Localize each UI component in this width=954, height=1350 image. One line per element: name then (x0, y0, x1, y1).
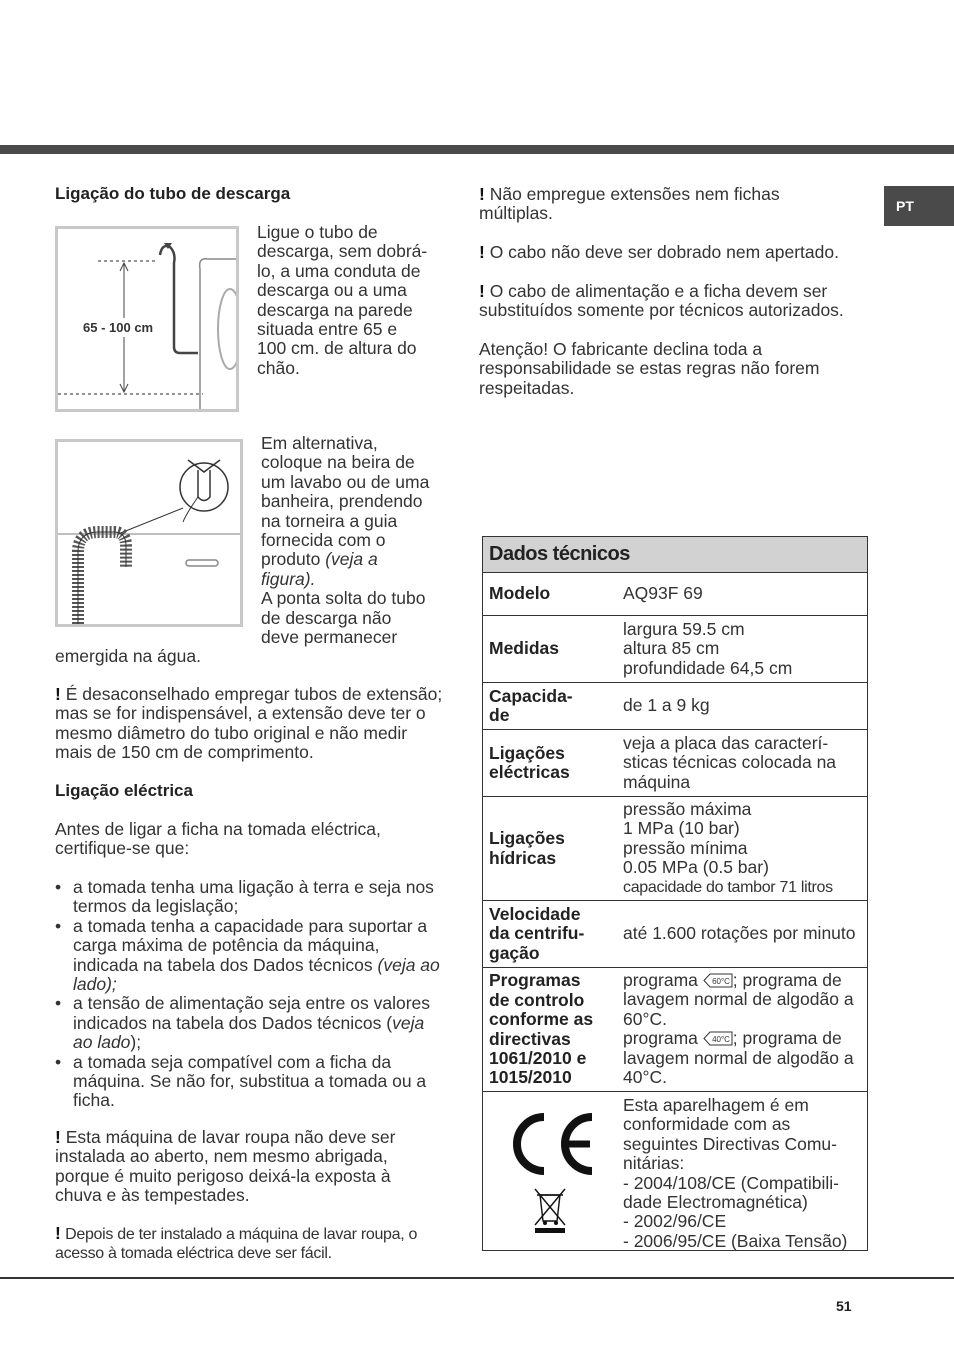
program-word: programa (623, 1028, 698, 1049)
value-line: Esta aparelhagem é em (623, 1095, 809, 1115)
cable-warning-3-text: O cabo de alimentação e a ficha devem ser substituídos somente por técnicos autorizados. (479, 281, 844, 321)
row-label (483, 683, 617, 729)
row-value (617, 968, 867, 1091)
drain-line: lo, a uma conduta de (257, 260, 421, 281)
cable-warning-2-text: O cabo não deve ser dobrado nem apertado. (489, 242, 839, 262)
electric-checklist (55, 878, 440, 1111)
program-60-text: ; programa de lavagem normal de algodão a 60°C. (623, 970, 854, 1029)
value-line: pressão máxima (623, 798, 752, 819)
see-side-note: (veja ao lado); (73, 954, 440, 995)
extension-warning: ! É desaconselhado empregar tubos de extensão; mas se for indispensável, a extensão deve ter o mesmo diâmetro do tubo original e não medir mais de 150 cm de comprimento. (55, 684, 443, 763)
cable-warning-3: ! O cabo de alimentação e a ficha devem ser substituídos somente por técnicos autorizados. (479, 281, 844, 321)
label-line: directivas (489, 1028, 571, 1049)
extension-warning-text: É desaconselhado empregar tubos de extensão; mas se for indispensável, a extensão deve ter o mesmo diâmetro do tubo original e não medir mais de 150 cm de comprimento. (55, 684, 443, 763)
value-line: capacidade do tambor 71 litros (623, 878, 833, 896)
row-value (617, 616, 867, 682)
row-value (617, 1092, 867, 1250)
table-row (483, 616, 867, 683)
value-line: - 2002/96/CE (623, 1211, 727, 1232)
label-line: hídricas (489, 847, 557, 868)
see-figure-note: (veja a (325, 549, 378, 570)
drain-basin-figure (55, 439, 243, 627)
row-label (483, 968, 617, 1091)
drain-instructions (257, 223, 447, 378)
socket-access-warning-text: Depois de ter instalado a máquina de lavar roupa, o acesso à tomada eléctrica deve ser fácil. (55, 1226, 418, 1263)
table-row (483, 797, 867, 901)
table-row (483, 1092, 867, 1250)
value-line: pressão mínima (623, 837, 748, 858)
program-60 (623, 971, 863, 1029)
row-label (483, 797, 617, 900)
value-line: conformidade com as (623, 1114, 791, 1135)
label-line: Velocidade (489, 903, 581, 924)
footer-rule (0, 1277, 954, 1279)
basin-line: banheira, prendendo (261, 491, 423, 512)
value-line: veja a placa das caracterí- (623, 732, 829, 753)
section-heading-electric: Ligação eléctrica (55, 781, 193, 800)
label-line: Ligações (489, 828, 565, 849)
program-40-icon (703, 1031, 733, 1046)
row-label: Modelo (489, 583, 551, 604)
value-line: seguintes Directivas Comu- (623, 1133, 837, 1154)
row-value: até 1.600 rotações por minuto (623, 923, 856, 944)
drain-wall-figure (55, 226, 239, 412)
row-label (483, 730, 617, 796)
table-row (483, 901, 867, 968)
value-line: 0.05 MPa (0.5 bar) (623, 857, 769, 878)
see-side-note: veja ao lado (73, 1012, 425, 1053)
language-tab: PT (884, 186, 954, 226)
basin-line: na torneira a guia (261, 510, 398, 531)
cable-warning-1-text: Não empregue extensões nem fichas múltiplas. (479, 184, 780, 224)
list-item (55, 994, 440, 1052)
table-row (483, 730, 867, 797)
drain-line: descarga na parede (257, 299, 413, 320)
label-line: 1061/2010 e (489, 1047, 587, 1068)
basin-line: deve permanecer (261, 627, 398, 648)
list-item: • a tomada tenha uma ligação à terra e seja nos termos da legislação; (55, 878, 440, 917)
row-label (483, 901, 617, 967)
socket-access-warning: ! Depois de ter instalado a máquina de lavar roupa, o acesso à tomada eléctrica deve ser fácil. (55, 1223, 418, 1263)
cable-warning-1: ! Não empregue extensões nem fichas múltiplas. (479, 184, 780, 224)
basin-instructions (261, 434, 451, 647)
label-line: de controlo (489, 989, 585, 1010)
see-figure-note-end: figura). (261, 568, 316, 589)
list-item: • a tomada seja compatível com a ficha da máquina. Se não for, substitua a tomada ou a ficha. (55, 1053, 440, 1111)
basin-line: Em alternativa, (261, 433, 378, 453)
basin-line: fornecida com o (261, 530, 386, 551)
label-line: Capacida- (489, 685, 573, 706)
certification-marks (483, 1092, 617, 1250)
row-value (617, 797, 867, 900)
row-value: AQ93F 69 (623, 583, 703, 604)
electric-intro: Antes de ligar a ficha na tomada eléctrica, certifique-se que: (55, 819, 381, 859)
page-number: 51 (836, 1298, 852, 1314)
program-40-text: ; programa de lavagem normal de algodão a 40°C. (623, 1028, 854, 1088)
ce-mark-icon (500, 1109, 600, 1179)
value-line: nitárias: (623, 1153, 685, 1174)
section-heading-drain: Ligação do tubo de descarga (55, 184, 291, 203)
drain-line: situada entre 65 e (257, 319, 398, 340)
program-60-tag: 60°C (711, 977, 730, 986)
program-40-tag: 40°C (711, 1035, 730, 1045)
label-line: conforme as (489, 1009, 594, 1030)
outdoor-warning: ! Esta máquina de lavar roupa não deve ser instalada ao aberto, nem mesmo abrigada, porque é muito perigoso deixá-la exposta à chuva e às tempestades. (55, 1127, 396, 1206)
drain-line: Ligue o tubo de (257, 222, 378, 242)
label-line: Ligações (489, 742, 565, 763)
basin-product: produto (261, 549, 326, 570)
list-item-text: a tomada tenha a capacidade para suportar a carga máxima de potência da máquina, indicada na tabela dos Dados técnicos (73, 915, 428, 975)
program-40 (623, 1029, 863, 1087)
label-line: eléctricas (489, 762, 570, 782)
table-row (483, 573, 867, 616)
label-line: gação (489, 942, 540, 963)
row-label: Medidas (489, 638, 560, 659)
drain-line: 100 cm. de altura do (257, 338, 417, 359)
height-label: 65 - 100 cm (81, 318, 155, 337)
technical-data-table (482, 536, 868, 1251)
liability-notice: Atenção! O fabricante declina toda a responsabilidade se estas regras não forem respeitadas. (479, 339, 820, 398)
value-line: - 2006/95/CE (Baixa Tensão) (623, 1230, 848, 1251)
list-item-text: ); (130, 1032, 142, 1053)
value-line: sticas técnicas colocada na (623, 752, 837, 773)
basin-line: A ponta solta do tubo (261, 588, 426, 609)
value-line: - 2004/108/CE (Compatibili- (623, 1172, 839, 1193)
basin-line: de descarga não (261, 607, 392, 628)
header-bar (0, 145, 954, 154)
label-line: Programas (489, 970, 581, 991)
drain-basin-illustration (58, 442, 240, 624)
basin-line-last: emergida na água. (55, 646, 201, 666)
weee-bin-icon (532, 1187, 568, 1233)
drain-line: descarga ou a uma (257, 280, 407, 301)
drain-line: descarga, sem dobrá- (257, 241, 428, 262)
label-line: da centrifu- (489, 923, 585, 944)
value-line: profundidade 64,5 cm (623, 657, 793, 678)
table-title: Dados técnicos (483, 537, 867, 573)
row-value (617, 730, 867, 796)
program-60-icon (703, 973, 733, 988)
value-line: dade Electromagnética) (623, 1192, 808, 1213)
value-line: largura 59.5 cm (623, 618, 745, 639)
basin-line: um lavabo ou de uma (261, 471, 430, 492)
cable-warning-2: ! O cabo não deve ser dobrado nem apertado. (479, 242, 839, 262)
value-line: altura 85 cm (623, 638, 720, 659)
basin-line: coloque na beira de (261, 452, 415, 473)
row-value: de 1 a 9 kg (623, 695, 710, 716)
table-row (483, 683, 867, 730)
list-item (55, 917, 440, 995)
label-line: 1015/2010 (489, 1067, 572, 1088)
table-row (483, 968, 867, 1092)
value-line: máquina (623, 771, 691, 792)
value-line: 1 MPa (10 bar) (623, 818, 740, 839)
program-word: programa (623, 970, 698, 990)
label-line: de (489, 705, 510, 725)
drain-line: chão. (257, 357, 300, 378)
list-item-text: a tensão de alimentação seja entre os valores indicados na tabela dos Dados técnicos ( (73, 993, 431, 1033)
outdoor-warning-text: Esta máquina de lavar roupa não deve ser instalada ao aberto, nem mesmo abrigada, porque é muito perigoso deixá-la exposta à chuva e às tempestades. (55, 1127, 396, 1206)
